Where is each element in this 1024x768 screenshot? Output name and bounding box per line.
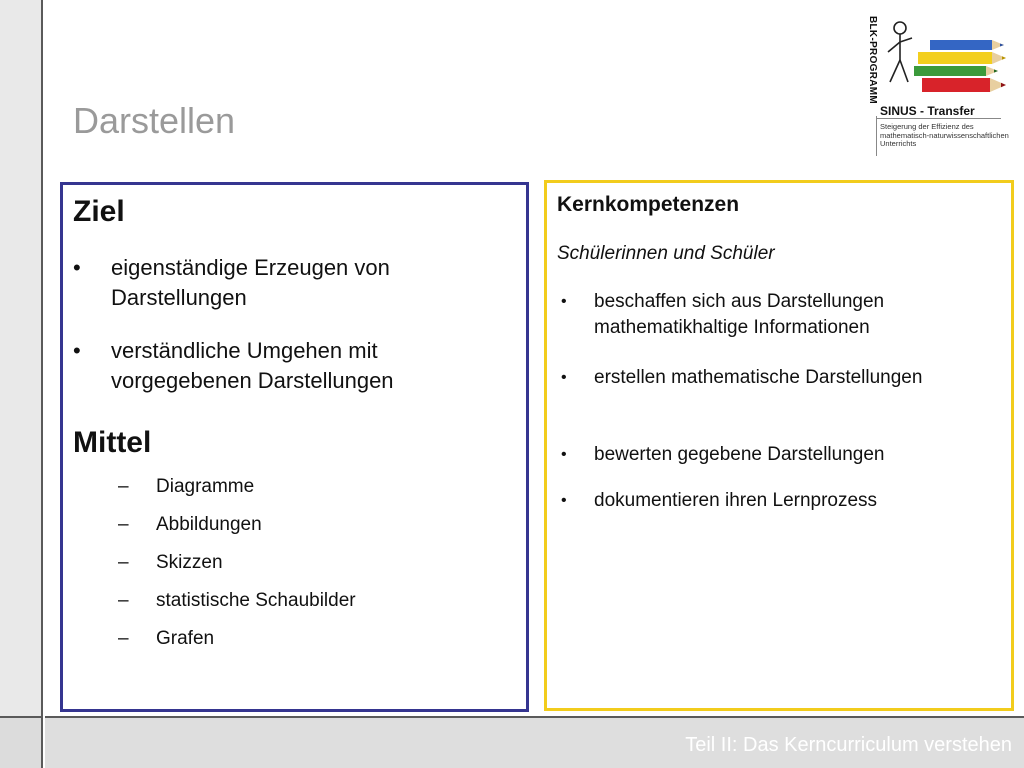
logo-subtitle: Steigerung der Effizienz des mathematisch-naturwissenschaftlichen Unterrichts xyxy=(880,122,1009,148)
slide-title: Darstellen xyxy=(73,100,236,141)
left-sidebar-bar xyxy=(0,0,43,768)
ziel-box xyxy=(60,182,529,712)
mittel-item-text: Abbildungen xyxy=(156,514,262,535)
mittel-heading: Mittel xyxy=(73,426,152,459)
bullet-dot-icon: • xyxy=(73,255,81,280)
mittel-item-text: Skizzen xyxy=(156,552,223,573)
bullet-dot-icon: • xyxy=(561,293,567,310)
dash-icon: – xyxy=(118,628,129,649)
logo-program-label: BLK-PROGRAMM xyxy=(867,16,878,105)
pencils-icon xyxy=(876,12,1024,112)
dash-icon: – xyxy=(118,514,129,535)
sinus-logo xyxy=(858,12,1018,157)
logo-divider-vertical xyxy=(876,116,877,156)
kern-heading: Kernkompetenzen xyxy=(557,193,740,216)
kern-bullet-text: beschaffen sich aus Darstellungen mathematikhaltige Informationen xyxy=(594,291,885,338)
kern-subheading: Schülerinnen und Schüler xyxy=(557,243,775,264)
bullet-dot-icon: • xyxy=(561,369,567,386)
ziel-bullet-text: eigenständige Erzeugen von Darstellungen xyxy=(111,255,390,310)
dash-icon: – xyxy=(118,552,129,573)
mittel-item-text: statistische Schaubilder xyxy=(156,590,356,611)
kern-bullet-text: bewerten gegebene Darstellungen xyxy=(594,444,885,465)
mittel-item-text: Grafen xyxy=(156,628,215,649)
dash-icon: – xyxy=(118,476,129,497)
dash-icon: – xyxy=(118,590,129,611)
ziel-heading: Ziel xyxy=(73,195,125,228)
left-bar-footer xyxy=(0,716,41,768)
kern-bullet-text: erstellen mathematische Darstellungen xyxy=(594,367,923,388)
footer-label: Teil II: Das Kerncurriculum verstehen xyxy=(685,734,1012,756)
mittel-item-text: Diagramme xyxy=(156,476,255,497)
slide-footer xyxy=(45,716,1024,768)
kern-bullet-text: dokumentieren ihren Lernprozess xyxy=(594,490,878,511)
kernkompetenzen-box xyxy=(544,180,1014,711)
logo-divider-horizontal xyxy=(876,118,1001,119)
ziel-bullet-text: verständliche Umgehen mit vorgegebenen Darstellungen xyxy=(111,338,394,393)
bullet-dot-icon: • xyxy=(73,338,81,363)
bullet-dot-icon: • xyxy=(561,446,567,463)
bullet-dot-icon: • xyxy=(561,492,567,509)
logo-brand: SINUS - Transfer xyxy=(880,104,975,118)
